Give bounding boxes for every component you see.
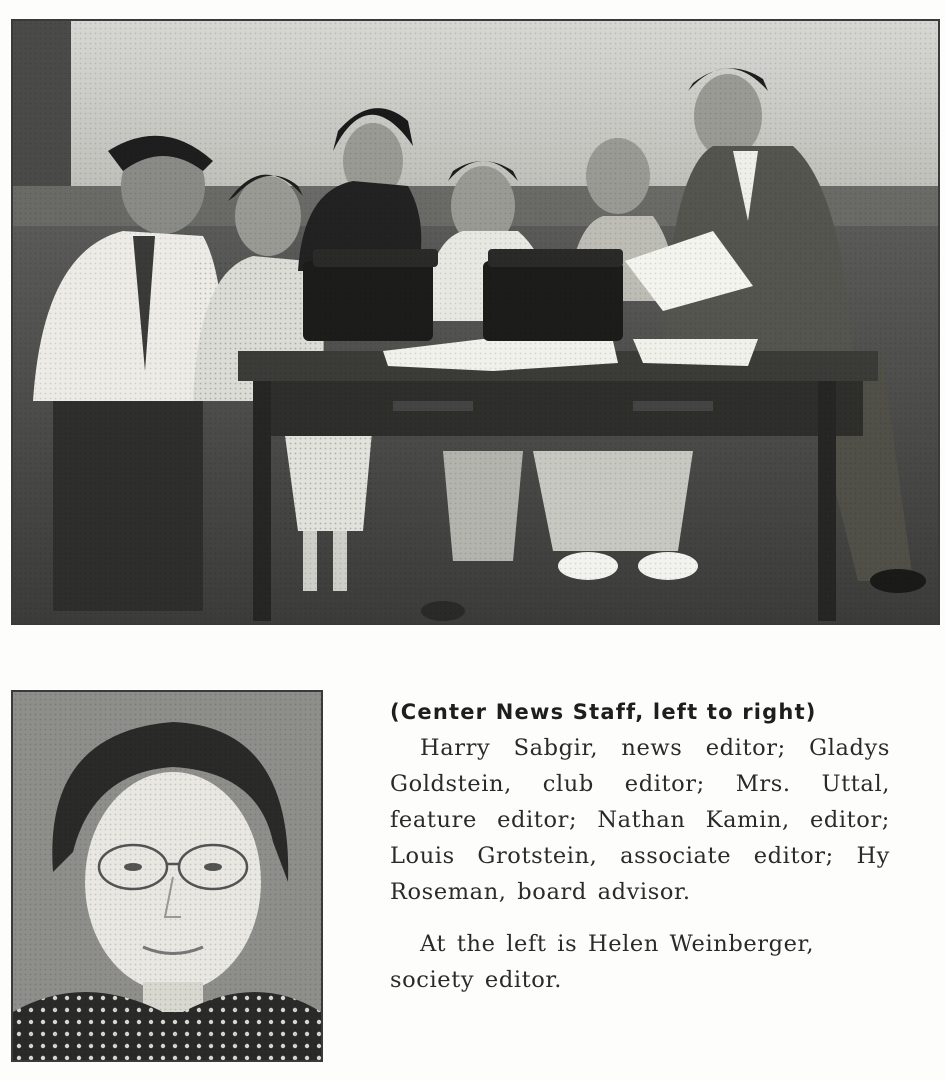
group-photo bbox=[11, 19, 940, 625]
caption-heading: (Center News Staff, left to right) bbox=[390, 700, 817, 724]
portrait-photo-image bbox=[13, 692, 321, 1060]
caption-body: Harry Sabgir, news editor; Gladys Goldstein, club editor; Mrs. Uttal, feature editor; Nathan Kamin, editor; Louis Grotstein, associate editor; Hy Roseman, board advisor. bbox=[390, 735, 890, 905]
photo-caption bbox=[390, 700, 890, 998]
caption-note: At the left is Helen Weinberger, society editor. bbox=[390, 931, 815, 993]
group-photo-image bbox=[13, 21, 938, 623]
portrait-photo bbox=[11, 690, 323, 1062]
